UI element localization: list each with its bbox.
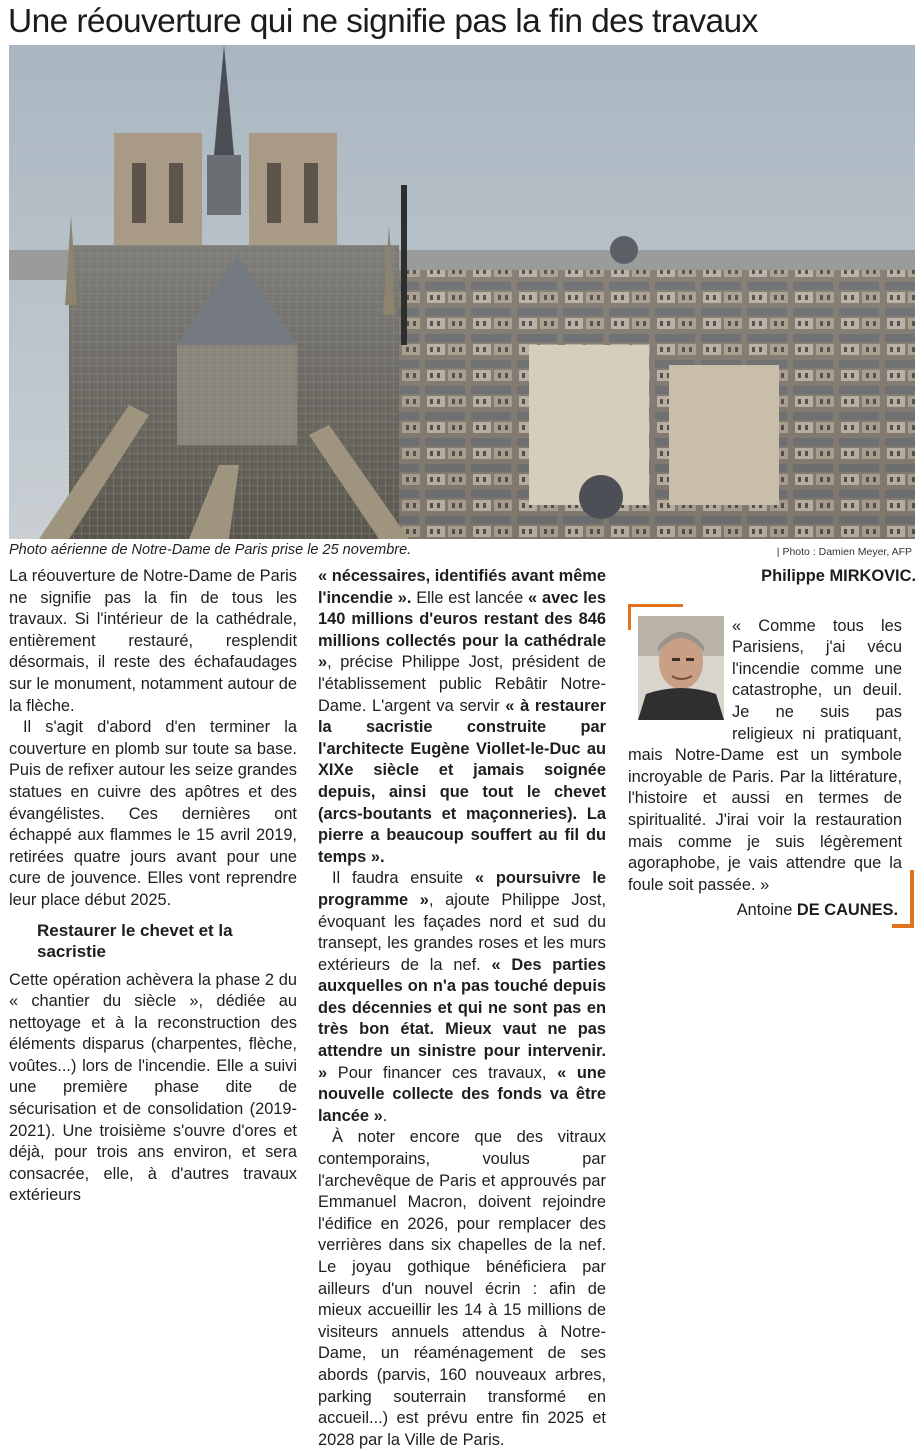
bold-quote: « avec les 140 millions d'euros restant des 846 millions collectés pour la cathédrale » [318, 588, 606, 672]
paragraph: Il s'agit d'abord d'en terminer la couverture en plomb sur toute sa base. Puis de refixer autour les seize grandes statues en cuivre des apôtres et des évangélistes. Ces dernières ont échappé aux flammes le 15 avril 2019, retirées quatre jours avant pour une cure de jouvence. Elles vont reprendre leur place début 2025. [9, 718, 297, 909]
article-column-3 [628, 566, 916, 936]
quote-signature [737, 900, 898, 922]
quote-border-bottom [892, 924, 914, 928]
quote-box [628, 604, 916, 936]
headline: Une réouverture qui ne signifie pas la fin des travaux [8, 3, 758, 40]
bold-quote: « à restaurer la sacristie construite par l'architecte Eugène Viollet-le-Duc au XIXe siècle et jamais soignée depuis, ainsi que tout le chevet (arcs-boutants et maçonneries). La pierre a beaucoup souffert au fil du temps ». [318, 696, 606, 866]
author-first-name: Philippe [761, 567, 825, 585]
photo-caption: Photo aérienne de Notre-Dame de Paris prise le 25 novembre. [9, 542, 412, 558]
quote-author-last-name: DE CAUNES. [796, 900, 898, 919]
quote-border-top [628, 604, 683, 607]
bold-quote: « une nouvelle collecte des fonds va être lancée » [318, 1063, 606, 1125]
portrait-photo [638, 616, 724, 720]
bold-quote: « nécessaires, identifiés avant même l'incendie ». [318, 567, 606, 607]
text: Elle est lancée [411, 588, 529, 607]
paragraph: À noter encore que des vitraux contemporains, voulus par l'archevêque de Paris et approuvés par Emmanuel Macron, doivent rejoindre l'édifice en 2026, pour remplacer des verrières dans six chapelles de la nef. Le joyau gothique bénéficiera par ailleurs d'un nouvel écrin : afin de mieux accueillir les 14 à 15 millions de visiteurs annuels attendus à Notre-Dame, un réaménagement de ses abords (parvis, 160 nouveaux arbres, parking souterrain transformé en accueil...) est prévu entre fin 2025 et 2028 par la Ville de Paris. [318, 1128, 606, 1449]
photo-credit: | Photo : Damien Meyer, AFP [776, 546, 912, 558]
text: , précise Philippe Jost, président de l'établissement public Rebâtir Notre-Dame. L'argent va servir [318, 653, 606, 715]
paragraph: La réouverture de Notre-Dame de Paris ne signifie pas la fin de tous les travaux. Si l'intérieur de la cathédrale, entièrement restauré, resplendit désormais, il reste des échafaudages sur le monument, notamment autour de la flèche. [9, 567, 297, 715]
text: , ajoute Philippe Jost, évoquant les façades nord et sud du transept, les grandes roses et les murs extérieurs de la nef. [318, 890, 607, 974]
text: Pour financer ces travaux, [327, 1063, 558, 1082]
article-column-2 [318, 566, 606, 1451]
bold-quote: « poursuivre le programme » [318, 869, 607, 909]
notre-dame-aerial-photo [9, 45, 915, 539]
quote-paragraph: « Comme tous les Parisiens, j'ai vécu l'incendie comme une catastrophe, un deuil. Je ne suis pas religieux ni pratiquant, mais Notre-Dame est un symbole incroyable de Paris. Par la littérature, l'histoire et aussi en termes de spiritualité. J'irai voir la restauration mais comme je suis légèrement agoraphobe, je vais attendre que la foule soit passée. » [628, 616, 902, 894]
quote-author-first-name: Antoine [736, 900, 793, 919]
article-column-1 [9, 566, 297, 1207]
quote-border-right [910, 870, 914, 928]
subheading: Restaurer le chevet et la sacristie [37, 920, 233, 961]
author-last-name: MIRKOVIC. [829, 567, 916, 585]
paragraph: Cette opération achèvera la phase 2 du « chantier du siècle », dédiée au nettoyage et à la reconstruction des éléments disparus (charpentes, flèche, voûtes...) lors de l'incendie. Elle a suivi une première phase dite de sécurisation et de consolidation (2019-2021). Une troisième s'ouvre d'ores et déjà, pour trois ans environ, et sera consacrée, elle, à d'autres travaux extérieurs [9, 970, 297, 1205]
text: Il faudra ensuite [332, 869, 475, 888]
bold-quote: « Des parties auxquelles on n'a pas touché depuis des décennies et qui ne sont pas en très bon état. Mieux vaut ne pas attendre un sinistre pour intervenir. » [318, 955, 606, 1082]
author-signature [628, 566, 916, 588]
paragraph [318, 566, 606, 868]
paragraph [318, 868, 606, 1127]
text: . [382, 1106, 388, 1125]
